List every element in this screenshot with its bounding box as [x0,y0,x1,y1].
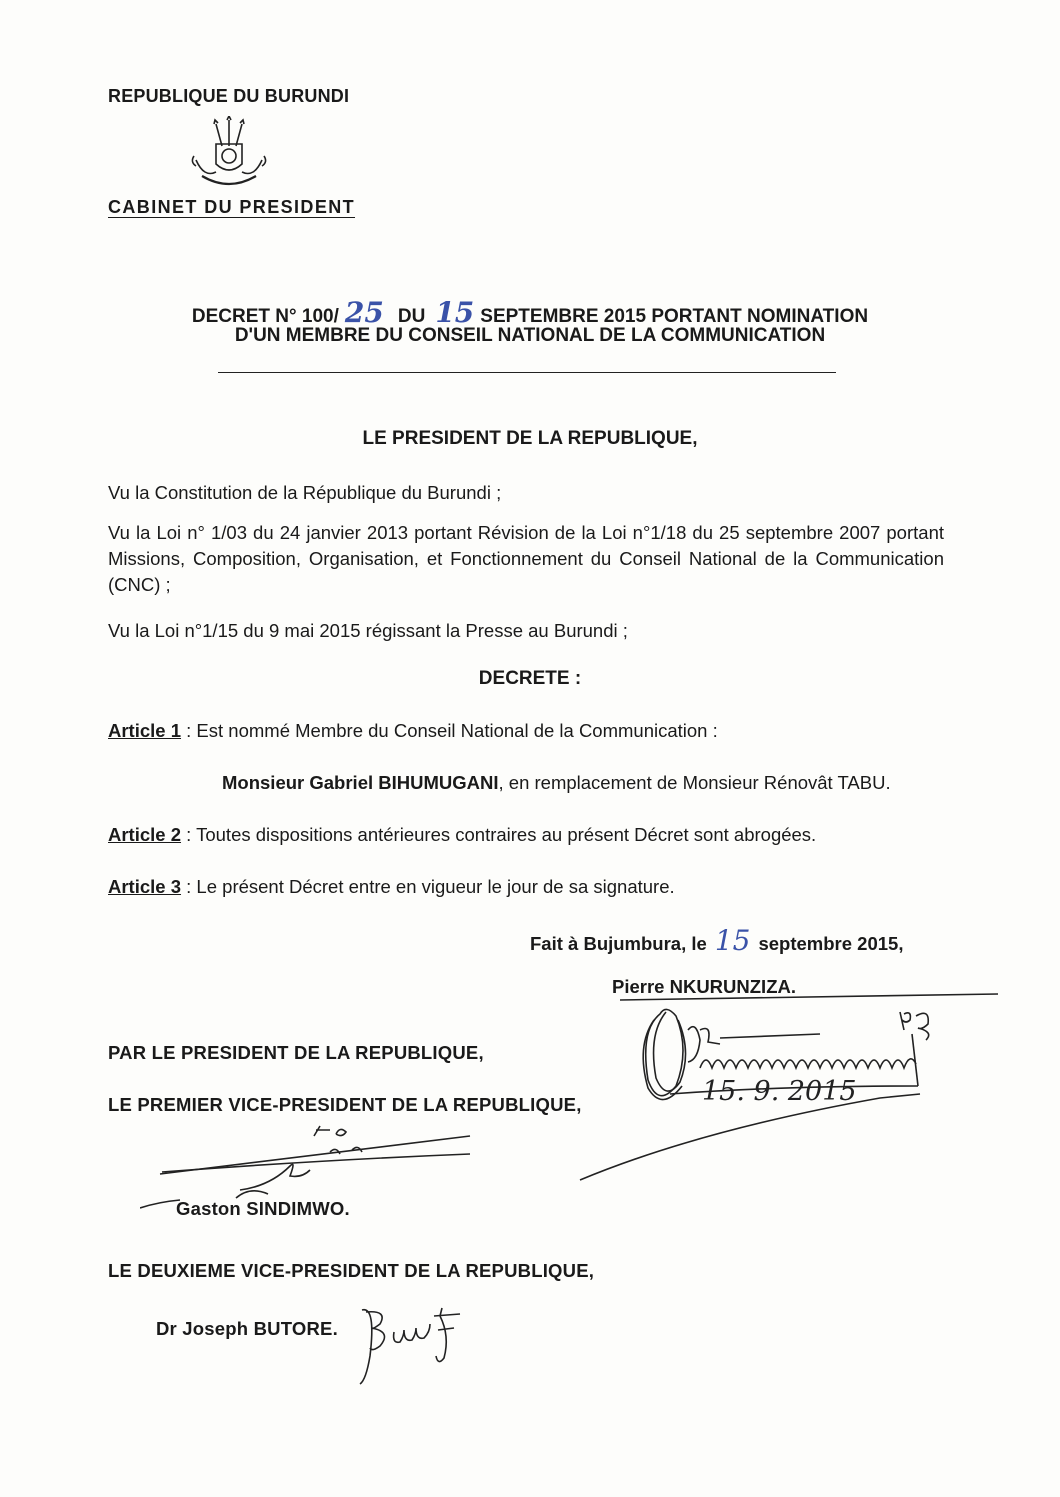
cabinet-heading: CABINET DU PRESIDENT [108,197,356,217]
decrete-heading: DECRETE : [478,668,582,689]
par-le-president: PAR LE PRESIDENT DE LA REPUBLIQUE, [108,1042,484,1063]
article-2 [108,822,816,848]
article-3 [108,874,675,900]
article-1-label: Article 1 [108,720,182,741]
decree-title-suffix: SEPTEMBRE 2015 PORTANT NOMINATION [480,306,869,327]
first-vp-title: LE PREMIER VICE-PRESIDENT DE LA REPUBLIQUE, [108,1094,582,1115]
burundi-coat-of-arms-icon [186,116,272,194]
vu-loi-presse: Vu la Loi n°1/15 du 9 mai 2015 régissant la Presse au Burundi ; [108,620,628,641]
decree-title-line2: D'UN MEMBRE DU CONSEIL NATIONAL DE LA COMMUNICATION [234,325,826,346]
stamp-date: 15. 9. 2015 [702,1076,857,1107]
vu-loi-cnc: Vu la Loi n° 1/03 du 24 janvier 2013 portant Révision de la Loi n°1/18 du 25 septembre 2007 portant Missions, Composition, Organisation, et Fonctionnement du Conseil National de la Communication (CNC) ; [108,522,944,595]
first-vp-name: Gaston SINDIMWO. [176,1198,350,1219]
decree-day-handwritten: 15 [435,296,475,329]
nominee-line [222,770,891,796]
article-2-label: Article 2 [108,824,182,845]
decree-number-prefix: DECRET N° 100/ [191,306,339,327]
vu-constitution: Vu la Constitution de la République du Burundi ; [108,482,502,503]
nominee-replacement: , en remplacement de Monsieur Rénovât TABU. [498,772,891,793]
republic-heading: REPUBLIQUE DU BURUNDI [108,86,350,106]
article-2-text: : Toutes dispositions antérieures contraires au présent Décret sont abrogées. [181,824,817,845]
second-vp-signature [342,1296,512,1388]
preamble-heading: LE PRESIDENT DE LA REPUBLIQUE, [362,428,698,449]
article-1-text: : Est nommé Membre du Conseil National de la Communication : [181,720,718,741]
second-vp-name: Dr Joseph BUTORE. [156,1318,338,1339]
signoff-day-handwritten: 15 [714,924,751,957]
article-3-label: Article 3 [108,876,182,897]
second-vp-title: LE DEUXIEME VICE-PRESIDENT DE LA REPUBLIQUE, [108,1260,595,1281]
article-1 [108,718,718,744]
nominee-name: Monsieur Gabriel BIHUMUGANI [222,772,499,793]
signoff-place-prefix: Fait à Bujumbura, le [530,933,707,954]
president-name: Pierre NKURUNZIZA. [612,976,796,997]
decree-du: DU [397,306,426,327]
signoff-place-date [530,924,904,957]
article-3-text: : Le présent Décret entre en vigueur le jour de sa signature. [181,876,675,897]
signoff-place-suffix: septembre 2015, [758,933,904,954]
decree-number-handwritten: 25 [344,296,384,329]
title-divider [218,372,836,373]
president-signature [520,990,1010,1190]
